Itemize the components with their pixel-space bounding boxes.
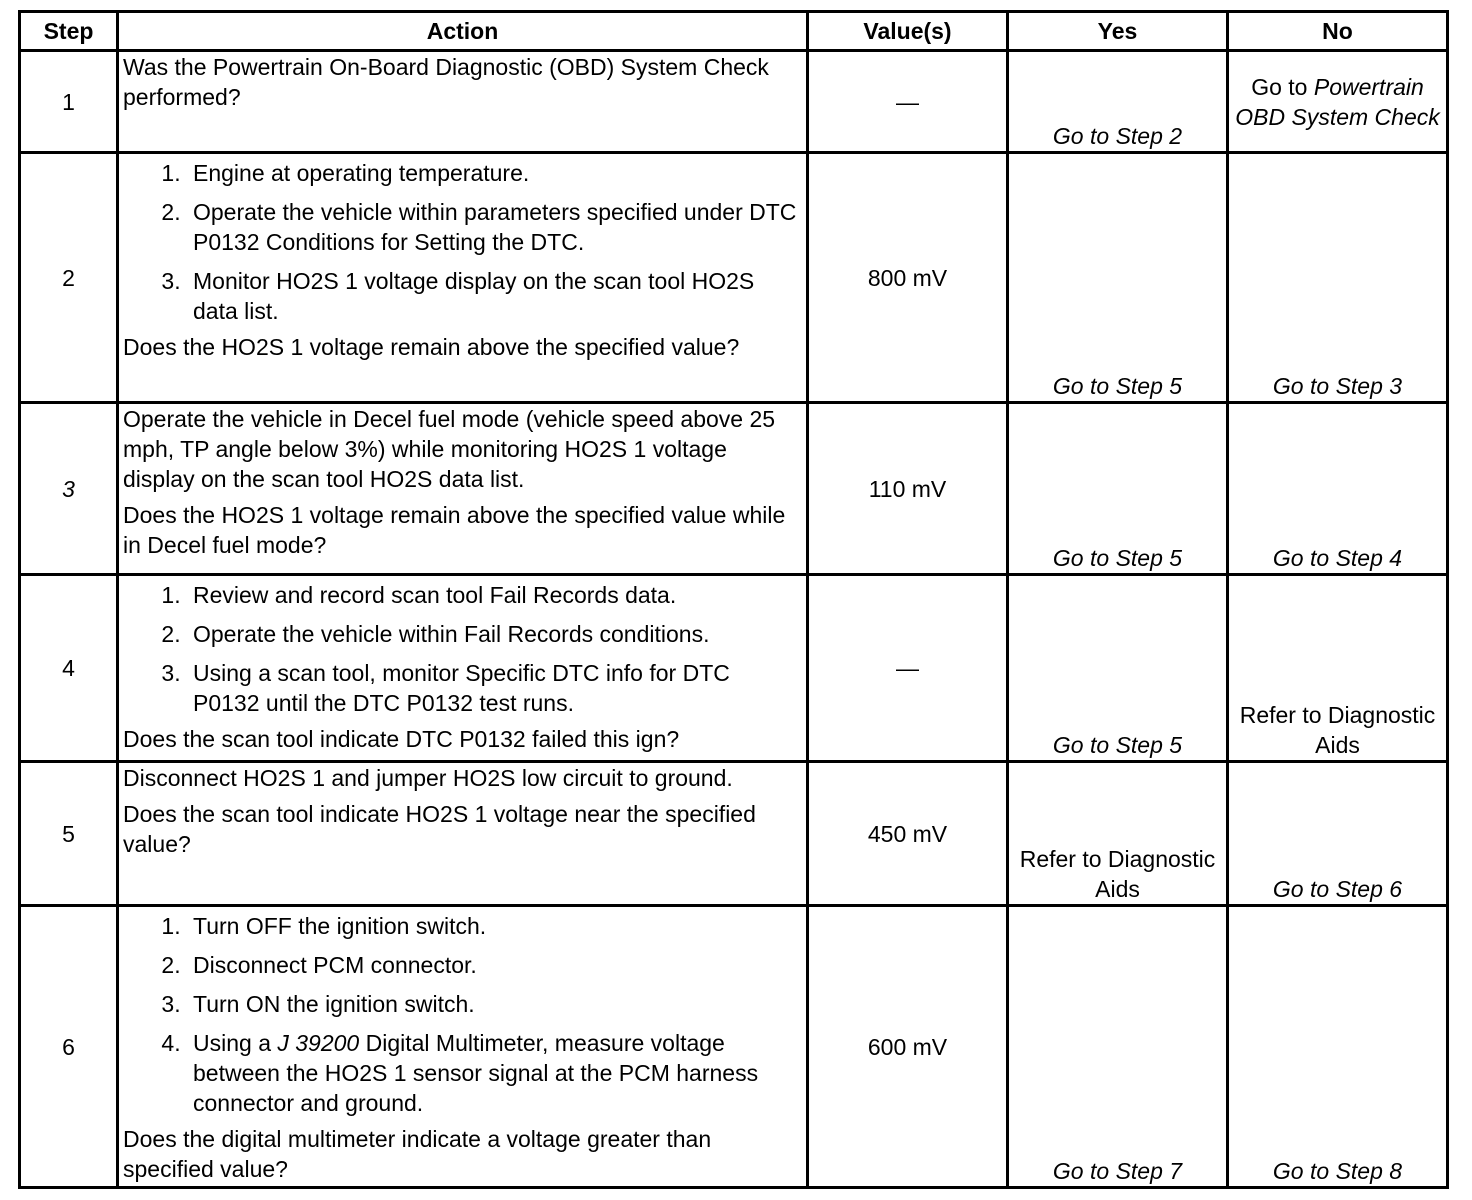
- action-cell: [118, 906, 808, 1188]
- header-yes: Yes: [1008, 12, 1228, 51]
- action-list-item: 1. Review and record scan tool Fail Records data.: [187, 580, 802, 610]
- action-list: [123, 580, 802, 718]
- table-row: [20, 51, 1448, 153]
- table-row: [20, 906, 1448, 1188]
- yes-cell: Go to Step 2: [1008, 51, 1228, 153]
- action-question: Does the digital multimeter indicate a voltage greater than specified value?: [123, 1126, 712, 1182]
- value-cell: —: [808, 51, 1008, 153]
- action-list-item: [187, 1028, 802, 1118]
- action-cell: [118, 51, 808, 153]
- action-list-item: 2. Disconnect PCM connector.: [187, 950, 802, 980]
- step-number: 3: [20, 403, 118, 575]
- no-prefix: Go to: [1251, 73, 1308, 100]
- header-no: No: [1228, 12, 1448, 51]
- action-question: Does the HO2S 1 voltage remain above the specified value?: [123, 334, 740, 360]
- action-question: Does the scan tool indicate HO2S 1 voltage near the specified value?: [123, 801, 756, 857]
- no-cell: Go to Step 6: [1228, 762, 1448, 906]
- action-list-item: 3. Turn ON the ignition switch.: [187, 989, 802, 1019]
- action-cell: [118, 403, 808, 575]
- no-cell: Go to Step 3: [1228, 153, 1448, 403]
- action-cell: [118, 575, 808, 762]
- no-cell: [1228, 51, 1448, 153]
- action-list-item: 1. Engine at operating temperature.: [187, 158, 802, 188]
- item-text: Digital Multimeter, measure voltage between the HO2S 1 sensor signal at the PCM harness connector and ground.: [193, 1030, 759, 1116]
- step-number: 4: [20, 575, 118, 762]
- diagnostic-table: [18, 10, 1449, 1189]
- header-values: Value(s): [808, 12, 1008, 51]
- action-list-item: 3. Using a scan tool, monitor Specific DTC info for DTC P0132 until the DTC P0132 test runs.: [187, 658, 802, 718]
- value-cell: 600 mV: [808, 906, 1008, 1188]
- action-list-item: 2. Operate the vehicle within parameters specified under DTC P0132 Conditions for Setting the DTC.: [187, 197, 802, 257]
- action-list-item: 1. Turn OFF the ignition switch.: [187, 911, 802, 941]
- action-question: Does the scan tool indicate DTC P0132 failed this ign?: [123, 726, 680, 752]
- no-cell: Refer to Diagnostic Aids: [1228, 575, 1448, 762]
- no-cell: Go to Step 8: [1228, 906, 1448, 1188]
- step-number: 5: [20, 762, 118, 906]
- action-text: Operate the vehicle in Decel fuel mode (vehicle speed above 25 mph, TP angle below 3%) while monitoring HO2S 1 voltage display on the scan tool HO2S data list.: [123, 406, 776, 492]
- action-text: Was the Powertrain On-Board Diagnostic (OBD) System Check performed?: [123, 54, 769, 110]
- action-cell: [118, 762, 808, 906]
- no-link-text: Powertrain OBD System Check: [1235, 73, 1440, 130]
- table-row: [20, 153, 1448, 403]
- step-number: 2: [20, 153, 118, 403]
- yes-cell: Go to Step 7: [1008, 906, 1228, 1188]
- value-cell: 800 mV: [808, 153, 1008, 403]
- value-cell: 450 mV: [808, 762, 1008, 906]
- action-list-item: 3. Monitor HO2S 1 voltage display on the scan tool HO2S data list.: [187, 266, 802, 326]
- no-cell: Go to Step 4: [1228, 403, 1448, 575]
- yes-cell: Go to Step 5: [1008, 403, 1228, 575]
- action-cell: [118, 153, 808, 403]
- header-step: Step: [20, 12, 118, 51]
- yes-cell: Go to Step 5: [1008, 575, 1228, 762]
- action-question: Does the HO2S 1 voltage remain above the specified value while in Decel fuel mode?: [123, 502, 786, 558]
- action-text: Disconnect HO2S 1 and jumper HO2S low circuit to ground.: [123, 765, 733, 791]
- tool-name: J 39200: [277, 1030, 360, 1056]
- yes-cell: Go to Step 5: [1008, 153, 1228, 403]
- action-list-item: 2. Operate the vehicle within Fail Records conditions.: [187, 619, 802, 649]
- item-text: Using a: [193, 1030, 271, 1056]
- table-row: [20, 762, 1448, 906]
- value-cell: 110 mV: [808, 403, 1008, 575]
- action-list: [123, 158, 802, 326]
- step-number: 6: [20, 906, 118, 1188]
- header-row: [20, 12, 1448, 51]
- value-cell: —: [808, 575, 1008, 762]
- table-row: [20, 575, 1448, 762]
- step-number: 1: [20, 51, 118, 153]
- action-list: [123, 911, 802, 1118]
- table-row: [20, 403, 1448, 575]
- header-action: Action: [118, 12, 808, 51]
- yes-cell: Refer to Diagnostic Aids: [1008, 762, 1228, 906]
